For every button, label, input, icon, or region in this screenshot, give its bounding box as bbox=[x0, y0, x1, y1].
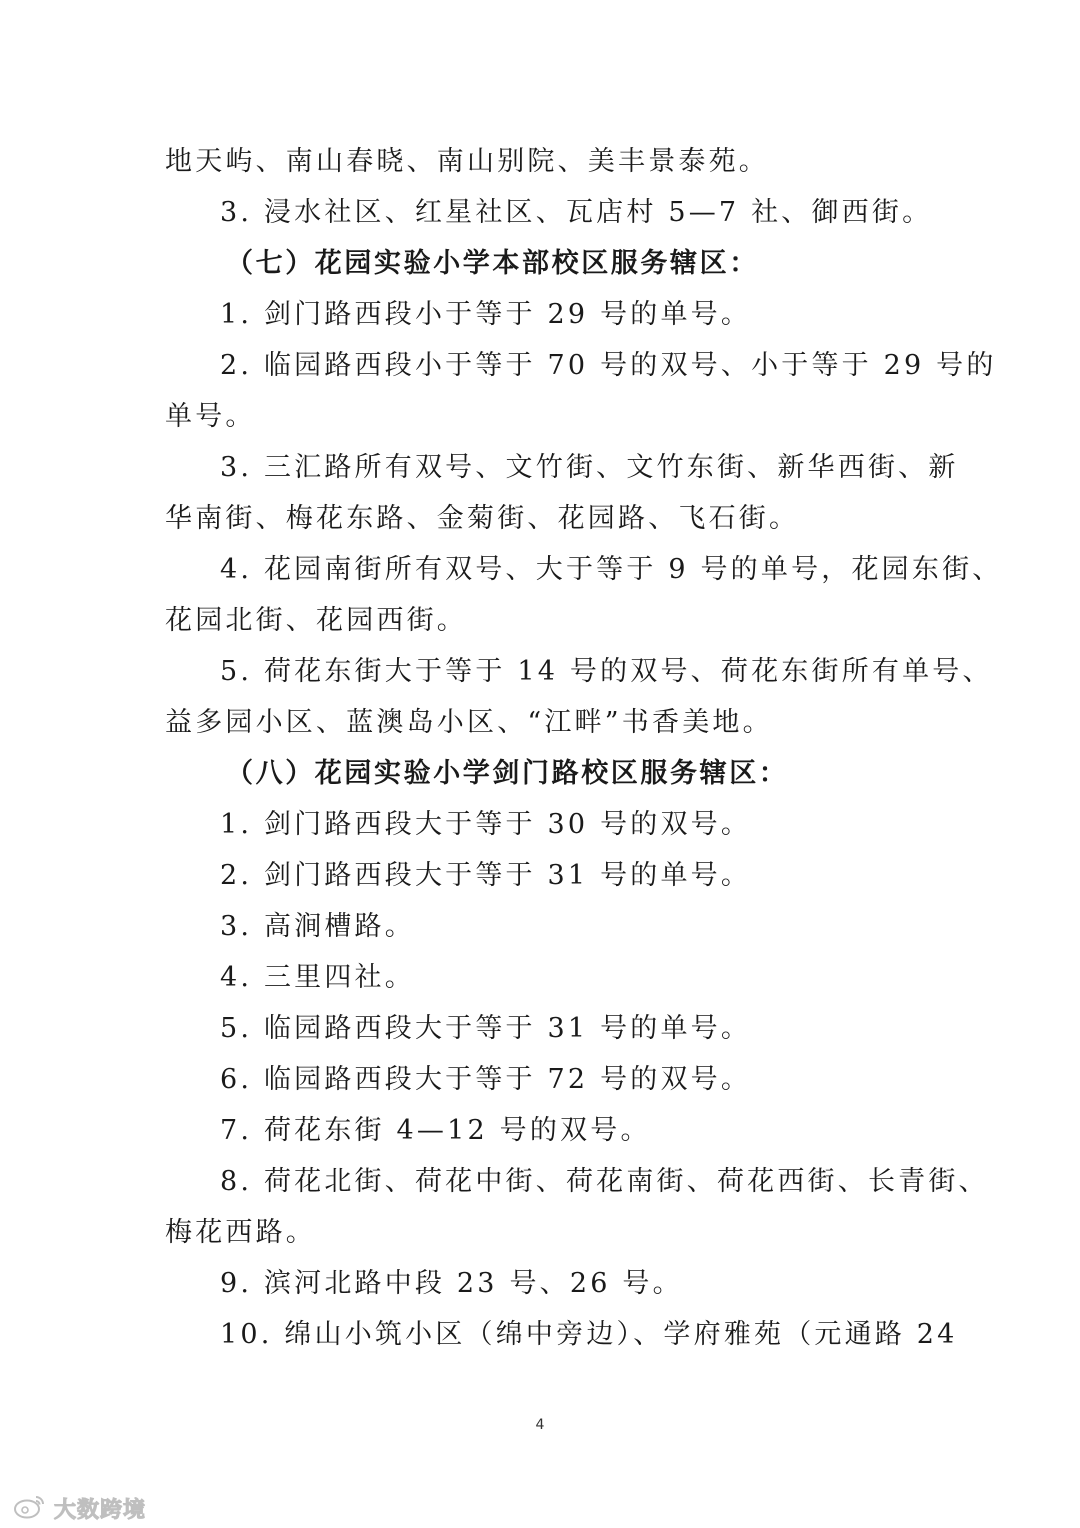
section-heading: （八）花园实验小学剑门路校区服务辖区： bbox=[226, 758, 789, 789]
weibo-logo-icon bbox=[12, 1492, 48, 1524]
list-item: 7. 荷花东街 4—12 号的双号。 bbox=[220, 1115, 651, 1146]
list-item: 6. 临园路西段大于等于 72 号的双号。 bbox=[220, 1064, 752, 1095]
list-item: 3. 高涧槽路。 bbox=[220, 911, 415, 942]
text-line: 梅花西路。 bbox=[165, 1217, 316, 1248]
list-item: 1. 剑门路西段小于等于 29 号的单号。 bbox=[220, 299, 752, 330]
text-line: 华南街、梅花东路、金菊街、花园路、飞石街。 bbox=[165, 503, 800, 534]
watermark-text: 大数跨境 bbox=[54, 1497, 147, 1523]
text-line: 花园北街、花园西街。 bbox=[165, 605, 467, 636]
list-item: 2. 剑门路西段大于等于 31 号的单号。 bbox=[220, 860, 752, 891]
list-item: 9. 滨河北路中段 23 号、26 号。 bbox=[220, 1268, 683, 1299]
text-line: 益多园小区、蓝澳岛小区、“江畔”书香美地。 bbox=[165, 707, 773, 738]
section-heading: （七）花园实验小学本部校区服务辖区： bbox=[226, 248, 759, 279]
text-line: 单号。 bbox=[165, 401, 256, 432]
list-item: 3. 浸水社区、红星社区、瓦店村 5—7 社、御西街。 bbox=[220, 197, 933, 228]
list-item: 8. 荷花北街、荷花中街、荷花南街、荷花西街、长青街、 bbox=[220, 1166, 989, 1197]
list-item: 5. 临园路西段大于等于 31 号的单号。 bbox=[220, 1013, 752, 1044]
watermark bbox=[12, 1492, 146, 1524]
text-line: 地天屿、南山春晓、南山别院、美丰景泰苑。 bbox=[165, 146, 769, 177]
list-item: 2. 临园路西段小于等于 70 号的双号、小于等于 29 号的 bbox=[220, 350, 997, 381]
page-number: 4 bbox=[535, 1417, 545, 1433]
list-item: 10. 绵山小筑小区（绵中旁边）、学府雅苑（元通路 24 bbox=[220, 1319, 958, 1350]
list-item: 4. 三里四社。 bbox=[220, 962, 415, 993]
list-item: 5. 荷花东街大于等于 14 号的双号、荷花东街所有单号、 bbox=[220, 656, 993, 687]
list-item: 1. 剑门路西段大于等于 30 号的双号。 bbox=[220, 809, 752, 840]
list-item: 4. 花园南街所有双号、大于等于 9 号的单号，花园东街、 bbox=[220, 554, 1003, 585]
list-item: 3. 三汇路所有双号、文竹街、文竹东街、新华西街、新 bbox=[220, 452, 959, 483]
